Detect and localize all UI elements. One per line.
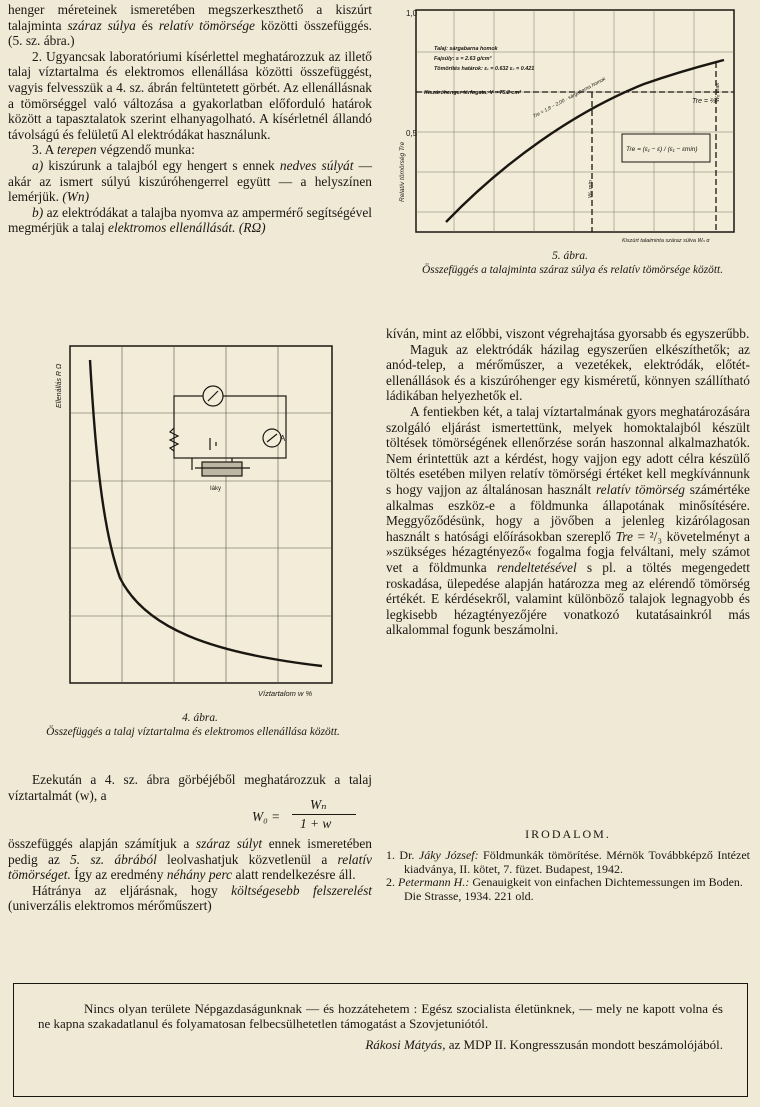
quote-attribution: Rákosi Mátyás, az MDP II. Kongresszusán mondott beszámolójából. <box>365 1037 723 1052</box>
figure-5-caption: Összefüggés a talajminta száraz súlya és relatív tömörsége között. <box>421 264 724 276</box>
figure-4-number: 4. ábra. <box>182 712 218 724</box>
reference-item-continuation: Die Strasse, 1934. 221 old. <box>404 888 534 903</box>
paragraph: összefüggés alapján számítjuk a száraz súlyt ennek ismeretében pedig az 5. sz. ábrából leolvashatjuk közvetlenül a relatív tömörséget. Így az eredmény néhány perc alatt rendelkezésre áll. <box>8 836 372 883</box>
tre-label: Tre = ⅔ <box>692 98 716 105</box>
paragraph: Ezekután a 4. sz. ábra görbéjéből meghatározzuk a talaj víztartalmát (w), a <box>8 772 372 803</box>
figure-5-number: 5. ábra. <box>552 250 588 262</box>
paragraph: 2. Ugyancsak laboratóriumi kísérlettel meghatározzuk az illető talaj víztartalma és elektromos ellenállása közötti összefüggést, vagyis felvesszük a 4. sz. ábrán feltüntetett görbét. Az ellenállásnak a tömörséggel való változása a gyakorlatban előforduló határok között a tapasztalatok szerint elhanyagolható. A kísérletnél állandó távolságú és felületű Al elektródákat használunk. <box>8 48 372 142</box>
reference-item: 2. Petermann H.: Genauigkeit von einfachen Dichtemessungen im Boden. <box>386 875 743 890</box>
legend-line: Talaj: sárgabarna homok <box>434 46 498 52</box>
figure-5 <box>394 2 754 242</box>
paragraph: 3. A terepen végzendő munka: <box>32 142 195 158</box>
curve-label: Tre = 1,8 − 2,00 · sárgabarna homok <box>532 76 607 120</box>
circuit-label: Iáky <box>210 486 222 492</box>
list-item-b: b) az elektródákat a talajba nyomva az ampermérő segítségével megmérjük a talaj elektromos ellenállását. (RΩ) <box>8 204 372 236</box>
legend-line: Fajsúly: s = 2.63 g/cm³ <box>434 56 492 62</box>
right-column-text <box>386 326 750 638</box>
paragraph: henger méreteinek ismeretében megszerkeszthető a kiszúrt talajminta száraz súlya és relatív tömörsége közötti összefüggés. (5. sz. ábra.) <box>8 2 373 49</box>
quote-box <box>13 983 748 1097</box>
references <box>386 828 750 903</box>
y-axis-label: Relatív tömörség Tre <box>399 141 406 202</box>
left-column-text <box>8 2 372 236</box>
references-heading: IRODALOM. <box>525 827 611 841</box>
figure-4-caption: Összefüggés a talaj víztartalma és elektromos ellenállása között. <box>46 726 340 738</box>
figure-4-plot <box>50 338 340 708</box>
paragraph: Hátránya az eljárásnak, hogy költségesebb felszerelést (univerzális elektromos mérőműszert) <box>8 882 372 914</box>
x-mark-min: Wₒ min <box>588 180 594 198</box>
paragraph: Maguk az elektródák házilag egyszerűen elkészíthetők; az anód-telep, a mérőműszer, a vezetékek, elektródák, előtét-ellenállások és a kiszúróhenger egy kisméretű, könnyen szállítható ládikában helyezhetők el. <box>386 341 750 404</box>
list-item-a: a) kiszúrunk a talajból egy hengert s ennek nedves súlyát — akár az ismert súlyú kiszúróhengerrel együtt — a helyszínen lemérjük. (Wn) <box>8 157 373 205</box>
y-top-tick: 1,0 <box>406 9 418 18</box>
x-mark-max: Wₒ max <box>715 82 721 102</box>
formula: Tre = (ε₁ − ε) / (ε₁ − εmin) <box>626 146 698 153</box>
paragraph: A fentiekben két, a talaj víztartalmának gyors meghatározására szolgáló eljárást ismertettünk, melyek homoktalajból készült töltések tömörségének ellenőrzése során haszonnal alkalmazhatók. Nem érintettük azt a kérdést, hogy vajjon egy adott célra készülő töltés esetében milyen relatív tömörségi értéket kell megkívánnunk s hogy vajjon az általánosan használt relatív tömörség számértéke alkalmas eszköz-e a földmunka állapotának minősítésére. Meggyőződésünk, hogy a jövőben a jelenleg kizárólagosan használt s hatósági előírásokban szereplő Tre = ²/₃ követelményt a »szükséges hézagtényező« fogalma fogja felváltani, mely számot vet a földmunka rendeltetésével s pl. a töltés megengedett roskadása, ülepedése alapján határozza meg az elérendő tömörség értékét. E kérdésekről, valamint különböző talajok legnagyobb és legkisebb hézagtényezőjére vonatkozó kutatásainkról más alkalommal fogunk beszámolni. <box>386 403 751 638</box>
left-column-bottom-2 <box>8 836 372 914</box>
figure-4 <box>50 338 340 708</box>
quote-text: Nincs olyan területe Népgazdaságunknak — és hozzátehetem : Egész szocialista életünknek, — mely ne kapott volna és ne kapna szakadatlanul és folyamatosan felbecsülhetetlen támogatást a Szovjetuniótól. <box>38 1001 723 1031</box>
figure-5-plot <box>394 2 754 242</box>
y-axis-label: Ellenállás R Ω <box>56 363 63 408</box>
x-axis-label: Kiszúrt talajminta száraz súlya Wₒ g <box>622 238 710 242</box>
y-mid-tick: 0,5 <box>406 129 418 138</box>
legend-line: Tömörítés határok: ε₁ = 0.632 ε₂ = 0.421 <box>434 66 535 72</box>
svg-text:A: A <box>280 434 286 443</box>
paragraph: kíván, mint az előbbi, viszont végrehajtása gyorsabb és egyszerűbb. <box>386 326 750 341</box>
x-axis-label: Víztartalom w % <box>258 689 313 698</box>
reference-item: 1. Dr. Jáky József: Földmunkák tömörítése. Mérnök Továbbképző Intézet kiadványa, II. kötet, 7. füzet. Budapest, 1942. <box>386 848 750 876</box>
legend-line: Kiszúróhenger térfogata: V = 75.2 cm³ <box>424 90 521 96</box>
